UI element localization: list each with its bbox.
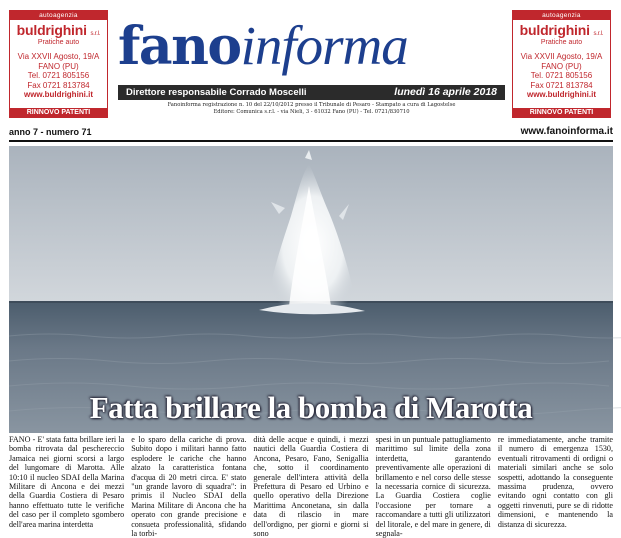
ad-web-link[interactable]: www.buldrighini.it	[23, 90, 94, 100]
registration-line: Fanoinforma registrazione n. 10 del 22/10/2012 presso il Tribunale di Pesaro - Stampato a cura di Lagostelse	[167, 102, 456, 108]
divider	[9, 140, 613, 142]
masthead-bar	[118, 85, 505, 100]
article-column-3: dità delle acque e quindi, i mezzi nautici della Guardia Costiera di Ancona, Pesaro, Fano, Senigallia che, sotto il coordinamento generale dell'intera attività della Prefettura di Pesaro ed Urbino e quello operativo della Direzione Marittima Anconetana, sin dalla data di rilascio in mare dell'ordigno, per giorni e giorni si sono	[253, 435, 369, 538]
ad-tag: autoagenzia	[10, 11, 107, 20]
logo-part-fano: fano	[118, 16, 241, 77]
article-body	[9, 435, 614, 538]
ad-subtitle: Pratiche auto	[540, 39, 583, 46]
ad-fax: Fax 0721 813784	[27, 80, 90, 90]
explosion-photo	[9, 146, 613, 433]
ad-address: Via XXVII Agosto, 19/A	[17, 52, 100, 61]
article-column-4: spesi in un puntuale pattugliamento marittimo sul limite della zona interdetta, garantendo preventivamente alle operazioni di brillamento e nel corso delle stesse la necessaria cornice di sicurezza. La Guardia Costiera coglie l'occasione per tornare a raccomandare a tutti gli utilizzatori del litorale, e del mare in genere, di segnala-	[375, 435, 491, 538]
issue-info-row	[9, 127, 613, 139]
ad-box-right[interactable]	[512, 10, 611, 118]
issue-number: anno 7 - numero 71	[9, 127, 92, 137]
ad-city: FANO (PU)	[541, 61, 582, 71]
ad-city: FANO (PU)	[38, 61, 79, 71]
article-headline[interactable]: Fatta brillare la bomba di Marotta	[89, 390, 533, 425]
issue-date: lunedì 16 aprile 2018	[394, 86, 497, 98]
article-column-1: FANO - E' stata fatta brillare ieri la bomba ritrovata dal peschereccio Jamaica nei giorni scorsi a largo del lungomare di Marotta. Alle 10:10 il nucleo SDAI della Marina Militare di Ancona e dei mezzi della Guardia Costiera di Pesaro hanno effettuato tutte le verifiche del caso per il completo sgombero dell'area marina interdetta	[9, 435, 125, 529]
logo-part-informa: informa	[240, 15, 408, 76]
ad-brand: buldrighini s.r.l.	[16, 22, 101, 38]
registration-info	[118, 102, 505, 116]
ad-subtitle: Pratiche auto	[37, 39, 80, 46]
ad-web-link[interactable]: www.buldrighini.it	[526, 90, 597, 100]
ad-box-left[interactable]	[9, 10, 108, 118]
ad-brand: buldrighini s.r.l.	[519, 22, 604, 38]
ad-address: Via XXVII Agosto, 19/A	[520, 52, 603, 61]
ad-footer: RINNOVO PATENTI	[513, 108, 610, 117]
article-column-2: e lo sparo della cariche di prova. Subito dopo i militari hanno fatto esplodere le cariche che hanno alzato la caratteristica fontana d'acqua di 20 metri circa. E' stato "un grande lavoro di squadra": in primis il Nucleo SDAI della Marina Militare di Ancona che ha operato con grande precisione e consueta professionalità, sfidando la torbi-	[131, 435, 247, 538]
ad-tel: Tel. 0721 805156	[27, 71, 90, 81]
ad-tel: Tel. 0721 805156	[530, 71, 593, 81]
publisher-line: Editore: Comunica s.r.l. - via Nieli, 3 - 61032 Fano (PU) - Tel. 0721/830710	[213, 109, 410, 115]
article-column-5: re immediatamente, anche tramite il numero di emergenza 1530, eventuali ritrovamenti di ordigni o materiali similari anche se solo sospetti, adottando la conseguente massima prudenza, ovvero evitando ogni contatto con gli oggetti rinvenuti, pure se di ridotte dimensioni, e mantenendo la distanza di sicurezza.	[497, 435, 614, 529]
ad-fax: Fax 0721 813784	[530, 80, 593, 90]
ad-tag: autoagenzia	[513, 11, 610, 20]
website-link[interactable]: www.fanoinforma.it	[520, 126, 613, 137]
ad-footer: RINNOVO PATENTI	[10, 108, 107, 117]
director-credit: Direttore responsabile Corrado Moscelli	[126, 87, 307, 98]
masthead-logo[interactable]	[118, 14, 508, 77]
